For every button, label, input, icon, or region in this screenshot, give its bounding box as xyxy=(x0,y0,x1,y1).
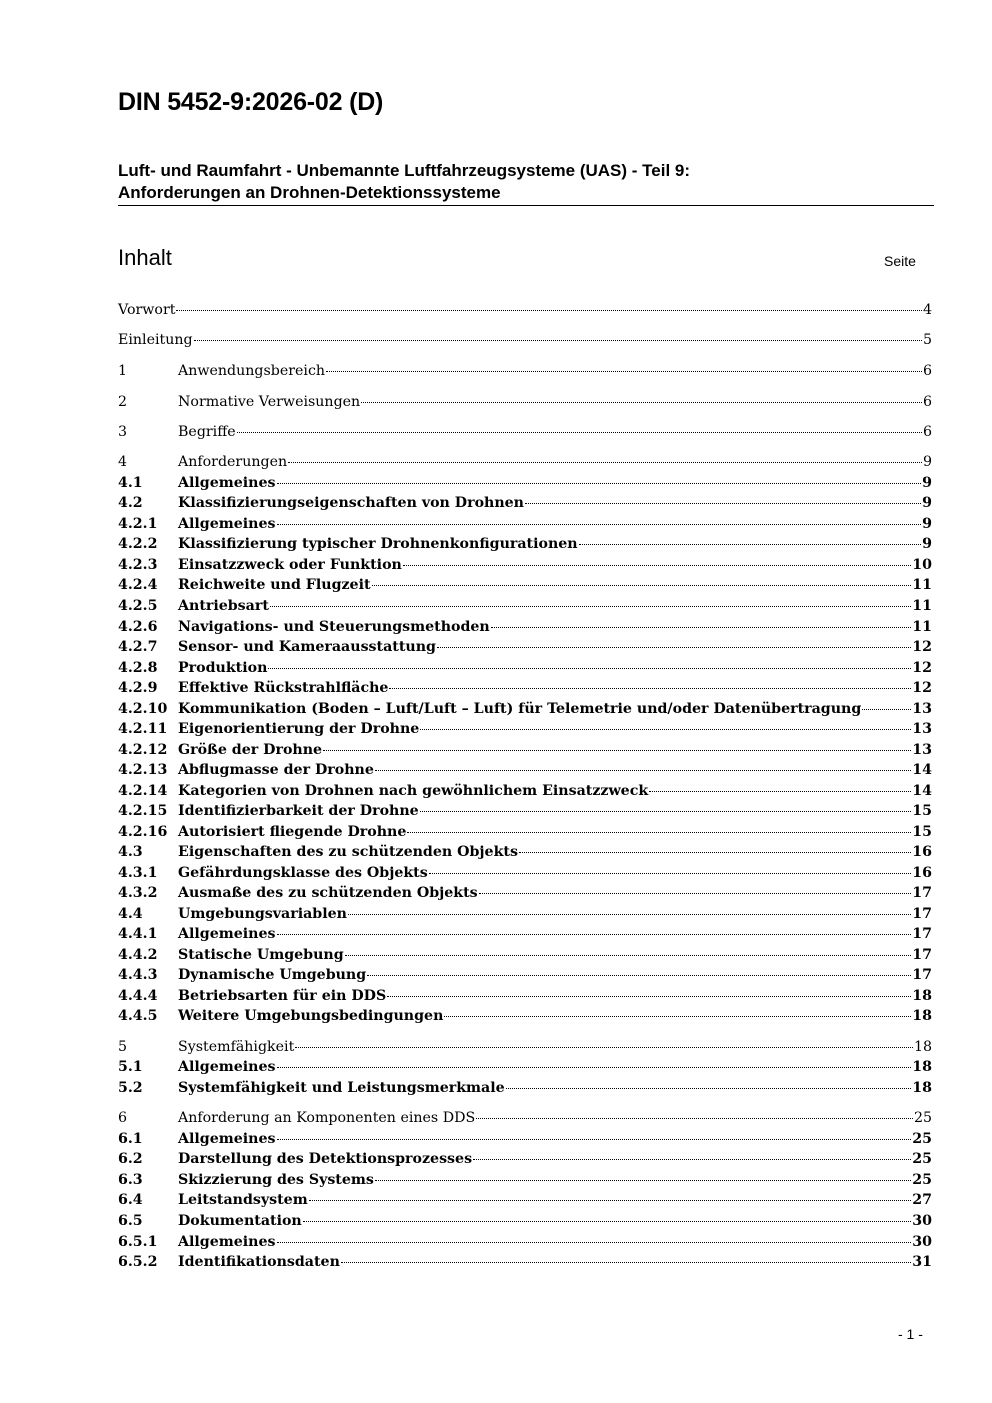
toc-entry-page: 17 xyxy=(912,926,932,942)
toc-entry-page: 17 xyxy=(912,967,932,983)
toc-entry[interactable] xyxy=(118,516,932,536)
toc-entry-title: Allgemeines xyxy=(178,926,276,942)
toc-entry[interactable] xyxy=(118,721,932,741)
toc-entry-page: 11 xyxy=(912,598,932,614)
toc-entry-page: 9 xyxy=(922,475,932,491)
toc-entry-title: Betriebsarten für ein DDS xyxy=(178,988,387,1004)
toc-entry-title: Antriebsart xyxy=(178,598,269,614)
toc-dot-leader xyxy=(277,483,922,484)
toc-entry-number: 4.4 xyxy=(118,906,143,922)
toc-dot-leader xyxy=(348,914,911,915)
toc-entry-page: 18 xyxy=(912,1008,932,1024)
toc-entry[interactable] xyxy=(118,619,932,639)
toc-dot-leader xyxy=(277,1067,912,1068)
toc-dot-leader xyxy=(194,340,922,341)
toc-heading: Inhalt xyxy=(118,245,172,270)
toc-entry-number: 6 xyxy=(118,1110,128,1126)
toc-entry[interactable] xyxy=(118,1008,932,1028)
toc-entry-page: 18 xyxy=(912,1080,932,1096)
toc-dot-leader xyxy=(372,585,912,586)
toc-entry-page: 12 xyxy=(912,639,932,655)
toc-entry-title: Einsatzzweck oder Funktion xyxy=(178,557,402,573)
toc-entry-title: Klassifizierung typischer Drohnenkonfigurationen xyxy=(178,536,578,552)
toc-entry[interactable] xyxy=(118,1151,932,1171)
toc-entry-page: 12 xyxy=(912,660,932,676)
toc-dot-leader xyxy=(387,996,911,997)
toc-entry-title: Umgebungsvariablen xyxy=(178,906,347,922)
toc-entry-page: 17 xyxy=(912,885,932,901)
toc-entry-title: Effektive Rückstrahlfläche xyxy=(178,680,389,696)
toc-entry-page: 17 xyxy=(912,947,932,963)
toc-dot-leader xyxy=(288,462,922,463)
toc-entry-page: 9 xyxy=(922,516,932,532)
toc-entry-title: Ausmaße des zu schützenden Objekts xyxy=(178,885,478,901)
toc-entry-number: 4.3.1 xyxy=(118,865,158,881)
toc-entry-page: 14 xyxy=(912,762,932,778)
toc-dot-leader xyxy=(375,770,911,771)
toc-entry-number: 4.3.2 xyxy=(118,885,158,901)
toc-entry-number: 5.1 xyxy=(118,1059,143,1075)
toc-entry-title: Allgemeines xyxy=(178,1059,276,1075)
toc-dot-leader xyxy=(345,955,912,956)
toc-entry-number: 6.3 xyxy=(118,1172,143,1188)
toc-entry-title: Dokumentation xyxy=(178,1213,302,1229)
toc-dot-leader xyxy=(270,606,911,607)
toc-entry[interactable] xyxy=(118,865,932,885)
toc-dot-leader xyxy=(268,668,911,669)
toc-entry-title: Kommunikation (Boden – Luft/Luft – Luft) für Telemetrie und/oder Datenübertragung xyxy=(178,701,862,717)
document-title xyxy=(118,160,934,204)
toc-dot-leader xyxy=(437,647,911,648)
toc-entry-title: Einleitung xyxy=(118,332,193,348)
toc-entry-page: 15 xyxy=(912,824,932,840)
toc-entry-title: Gefährdungsklasse des Objekts xyxy=(178,865,428,881)
toc-entry-page: 9 xyxy=(922,454,932,470)
toc-entry-title: Anforderungen xyxy=(178,454,288,470)
toc-entry-number: 4.4.3 xyxy=(118,967,158,983)
toc-entry[interactable] xyxy=(118,475,932,495)
toc-entry-title: Reichweite und Flugzeit xyxy=(178,577,371,593)
toc-dot-leader xyxy=(303,1221,912,1222)
toc-dot-leader xyxy=(375,1180,911,1181)
toc-dot-leader xyxy=(479,893,912,894)
toc-entry[interactable] xyxy=(118,557,932,577)
toc-dot-leader xyxy=(277,524,922,525)
toc-entry-page: 13 xyxy=(912,742,932,758)
toc-entry[interactable] xyxy=(118,536,932,556)
toc-entry-title: Kategorien von Drohnen nach gewöhnlichem Einsatzzweck xyxy=(178,783,649,799)
toc-entry[interactable] xyxy=(118,783,932,803)
toc-entry-number: 4.4.5 xyxy=(118,1008,158,1024)
toc-entry[interactable] xyxy=(118,495,932,515)
toc-entry[interactable] xyxy=(118,1039,932,1059)
toc-entry-title: Anforderung an Komponenten eines DDS xyxy=(178,1110,476,1126)
toc-dot-leader xyxy=(579,544,922,545)
toc-entry-page: 18 xyxy=(912,1059,932,1075)
toc-entry-page: 14 xyxy=(912,783,932,799)
document-title-line-1: Luft- und Raumfahrt - Unbemannte Luftfahrzeugsysteme (UAS) - Teil 9: xyxy=(118,161,691,180)
toc-entry[interactable] xyxy=(118,742,932,762)
toc-dot-leader xyxy=(277,1139,912,1140)
toc-entry-number: 4.2 xyxy=(118,495,143,511)
toc-entry-page: 11 xyxy=(912,577,932,593)
toc-dot-leader xyxy=(491,627,912,628)
toc-entry-title: Systemfähigkeit xyxy=(178,1039,295,1055)
toc-entry-title: Eigenschaften des zu schützenden Objekts xyxy=(178,844,518,860)
toc-dot-leader xyxy=(862,709,911,710)
toc-entry-number: 4.2.6 xyxy=(118,619,158,635)
toc-entry-number: 5 xyxy=(118,1039,128,1055)
toc-entry[interactable] xyxy=(118,598,932,618)
toc-entry[interactable] xyxy=(118,1254,932,1274)
toc-entry-title: Produktion xyxy=(178,660,268,676)
toc-page-label: Seite xyxy=(884,253,916,269)
toc-dot-leader xyxy=(341,1262,911,1263)
toc-dot-leader xyxy=(176,310,922,311)
toc-dot-leader xyxy=(389,688,911,689)
toc-dot-leader xyxy=(420,811,912,812)
toc-entry-title: Statische Umgebung xyxy=(178,947,344,963)
toc-dot-leader xyxy=(367,975,911,976)
toc-entry-page: 6 xyxy=(922,424,932,440)
toc-entry-number: 4.4.2 xyxy=(118,947,158,963)
toc-entry-page: 25 xyxy=(912,1151,932,1167)
toc-entry-page: 18 xyxy=(912,988,932,1004)
toc-dot-leader xyxy=(237,432,922,433)
toc-entry[interactable] xyxy=(118,363,932,383)
toc-entry[interactable] xyxy=(118,639,932,659)
toc-entry[interactable] xyxy=(118,302,932,322)
toc-dot-leader xyxy=(473,1159,911,1160)
toc-entry-page: 25 xyxy=(913,1110,932,1126)
toc-entry-number: 6.5.2 xyxy=(118,1254,158,1270)
toc-entry-number: 4.3 xyxy=(118,844,143,860)
toc-entry[interactable] xyxy=(118,577,932,597)
toc-entry-title: Navigations- und Steuerungsmethoden xyxy=(178,619,490,635)
toc-entry[interactable] xyxy=(118,1059,932,1079)
toc-entry[interactable] xyxy=(118,1131,932,1151)
toc-entry-page: 31 xyxy=(912,1254,932,1270)
toc-entry-title: Normative Verweisungen xyxy=(178,394,361,410)
toc-dot-leader xyxy=(295,1047,913,1048)
document-id: DIN 5452-9:2026-02 (D) xyxy=(118,88,384,116)
toc-entry-number: 4.2.1 xyxy=(118,516,158,532)
toc-entry-page: 17 xyxy=(912,906,932,922)
toc-entry[interactable] xyxy=(118,680,932,700)
toc-entry-title: Systemfähigkeit und Leistungsmerkmale xyxy=(178,1080,505,1096)
toc-entry-number: 4.4.1 xyxy=(118,926,158,942)
toc-entry[interactable] xyxy=(118,394,932,414)
toc-entry-page: 25 xyxy=(912,1131,932,1147)
toc-entry-page: 11 xyxy=(912,619,932,635)
toc-entry-number: 4.2.4 xyxy=(118,577,158,593)
toc-entry-title: Anwendungsbereich xyxy=(178,363,326,379)
toc-dot-leader xyxy=(407,832,911,833)
toc-dot-leader xyxy=(277,934,912,935)
toc-entry-title: Allgemeines xyxy=(178,1131,276,1147)
toc-entry[interactable] xyxy=(118,947,932,967)
toc-entry-title: Identifizierbarkeit der Drohne xyxy=(178,803,419,819)
toc-entry-title: Allgemeines xyxy=(178,475,276,491)
toc-dot-leader xyxy=(519,852,911,853)
toc-entry-number: 6.5.1 xyxy=(118,1234,158,1250)
toc-entry-title: Eigenorientierung der Drohne xyxy=(178,721,420,737)
toc-entry-page: 16 xyxy=(912,865,932,881)
toc-entry-title: Leitstandsystem xyxy=(178,1192,308,1208)
toc-entry[interactable] xyxy=(118,824,932,844)
toc-entry-page: 27 xyxy=(912,1192,932,1208)
toc-entry-number: 4 xyxy=(118,454,128,470)
toc-entry-title: Begriffe xyxy=(178,424,236,440)
toc-entry-title: Weitere Umgebungsbedingungen xyxy=(178,1008,444,1024)
toc-entry-title: Darstellung des Detektionsprozesses xyxy=(178,1151,473,1167)
toc-entry-number: 5.2 xyxy=(118,1080,143,1096)
toc-entry-page: 10 xyxy=(912,557,932,573)
toc-entry-number: 4.2.11 xyxy=(118,721,168,737)
toc-entry-number: 4.2.16 xyxy=(118,824,168,840)
toc-dot-leader xyxy=(444,1016,911,1017)
toc-entry-page: 16 xyxy=(912,844,932,860)
toc-entry-number: 4.2.12 xyxy=(118,742,168,758)
toc-entry-page: 4 xyxy=(922,302,932,318)
toc-entry-number: 4.2.2 xyxy=(118,536,158,552)
toc-entry[interactable] xyxy=(118,660,932,680)
toc-dot-leader xyxy=(403,565,911,566)
toc-dot-leader xyxy=(525,503,921,504)
toc-entry-number: 4.2.5 xyxy=(118,598,158,614)
toc-entry-title: Abflugmasse der Drohne xyxy=(178,762,374,778)
toc-entry-number: 4.2.8 xyxy=(118,660,158,676)
toc-entry-number: 2 xyxy=(118,394,128,410)
toc-entry-page: 15 xyxy=(912,803,932,819)
toc-entry-title: Identifikationsdaten xyxy=(178,1254,340,1270)
toc-entry[interactable] xyxy=(118,885,932,905)
toc-entry-number: 6.4 xyxy=(118,1192,143,1208)
toc-entry[interactable] xyxy=(118,762,932,782)
toc-entry-number: 6.2 xyxy=(118,1151,143,1167)
page-number: - 1 - xyxy=(898,1326,923,1342)
toc-entry-number: 1 xyxy=(118,363,128,379)
toc-entry-number: 3 xyxy=(118,424,128,440)
toc-dot-leader xyxy=(309,1200,912,1201)
toc-dot-leader xyxy=(429,873,912,874)
toc-entry[interactable] xyxy=(118,967,932,987)
toc-dot-leader xyxy=(323,750,911,751)
toc-entry-title: Allgemeines xyxy=(178,1234,276,1250)
toc-entry-number: 4.2.15 xyxy=(118,803,168,819)
toc-entry[interactable] xyxy=(118,906,932,926)
toc-entry-number: 4.2.10 xyxy=(118,701,168,717)
toc-entry-number: 4.2.13 xyxy=(118,762,168,778)
toc-entry-number: 6.1 xyxy=(118,1131,143,1147)
toc-entry-title: Sensor- und Kameraausstattung xyxy=(178,639,436,655)
toc-entry-title: Vorwort xyxy=(118,302,176,318)
toc-dot-leader xyxy=(506,1088,912,1089)
toc-entry[interactable] xyxy=(118,1110,932,1130)
toc-entry[interactable] xyxy=(118,803,932,823)
toc-entry[interactable] xyxy=(118,454,932,474)
toc-entry[interactable] xyxy=(118,1080,932,1100)
toc-entry[interactable] xyxy=(118,926,932,946)
toc-entry[interactable] xyxy=(118,701,932,721)
toc-entry-page: 9 xyxy=(922,536,932,552)
toc-entry-number: 4.2.9 xyxy=(118,680,158,696)
toc-entry-page: 12 xyxy=(912,680,932,696)
toc-entry[interactable] xyxy=(118,1172,932,1192)
toc-entry-page: 18 xyxy=(913,1039,932,1055)
toc-entry-page: 6 xyxy=(922,394,932,410)
toc-entry-number: 4.1 xyxy=(118,475,143,491)
toc-entry[interactable] xyxy=(118,1192,932,1212)
toc-dot-leader xyxy=(476,1118,913,1119)
toc-entry-title: Größe der Drohne xyxy=(178,742,323,758)
toc-entry-page: 30 xyxy=(912,1213,932,1229)
toc-entry-title: Klassifizierungseigenschaften von Drohnen xyxy=(178,495,525,511)
toc-dot-leader xyxy=(420,729,911,730)
toc-entry-title: Allgemeines xyxy=(178,516,276,532)
toc-entry-page: 5 xyxy=(922,332,932,348)
toc-entry-page: 25 xyxy=(912,1172,932,1188)
toc-entry-title: Skizzierung des Systems xyxy=(178,1172,374,1188)
toc-entry[interactable] xyxy=(118,424,932,444)
toc-entry-number: 6.5 xyxy=(118,1213,143,1229)
toc-entry-page: 9 xyxy=(922,495,932,511)
toc-entry-page: 13 xyxy=(912,701,932,717)
title-divider xyxy=(118,205,934,206)
toc-entry-page: 13 xyxy=(912,721,932,737)
toc-entry-page: 30 xyxy=(912,1234,932,1250)
toc-entry-page: 6 xyxy=(922,363,932,379)
toc-entry[interactable] xyxy=(118,844,932,864)
document-title-line-2: Anforderungen an Drohnen-Detektionssysteme xyxy=(118,183,501,202)
toc-dot-leader xyxy=(326,371,922,372)
toc-entry[interactable] xyxy=(118,332,932,352)
toc-entry-number: 4.4.4 xyxy=(118,988,158,1004)
toc-dot-leader xyxy=(361,402,922,403)
toc-entry-number: 4.2.7 xyxy=(118,639,158,655)
toc-entry-title: Autorisiert fliegende Drohne xyxy=(178,824,407,840)
toc-dot-leader xyxy=(277,1242,912,1243)
toc-entry-title: Dynamische Umgebung xyxy=(178,967,367,983)
toc-entry[interactable] xyxy=(118,1234,932,1254)
toc-entry[interactable] xyxy=(118,1213,932,1233)
toc-dot-leader xyxy=(649,791,911,792)
toc-entry-number: 4.2.3 xyxy=(118,557,158,573)
toc-entry-number: 4.2.14 xyxy=(118,783,168,799)
toc-entry[interactable] xyxy=(118,988,932,1008)
